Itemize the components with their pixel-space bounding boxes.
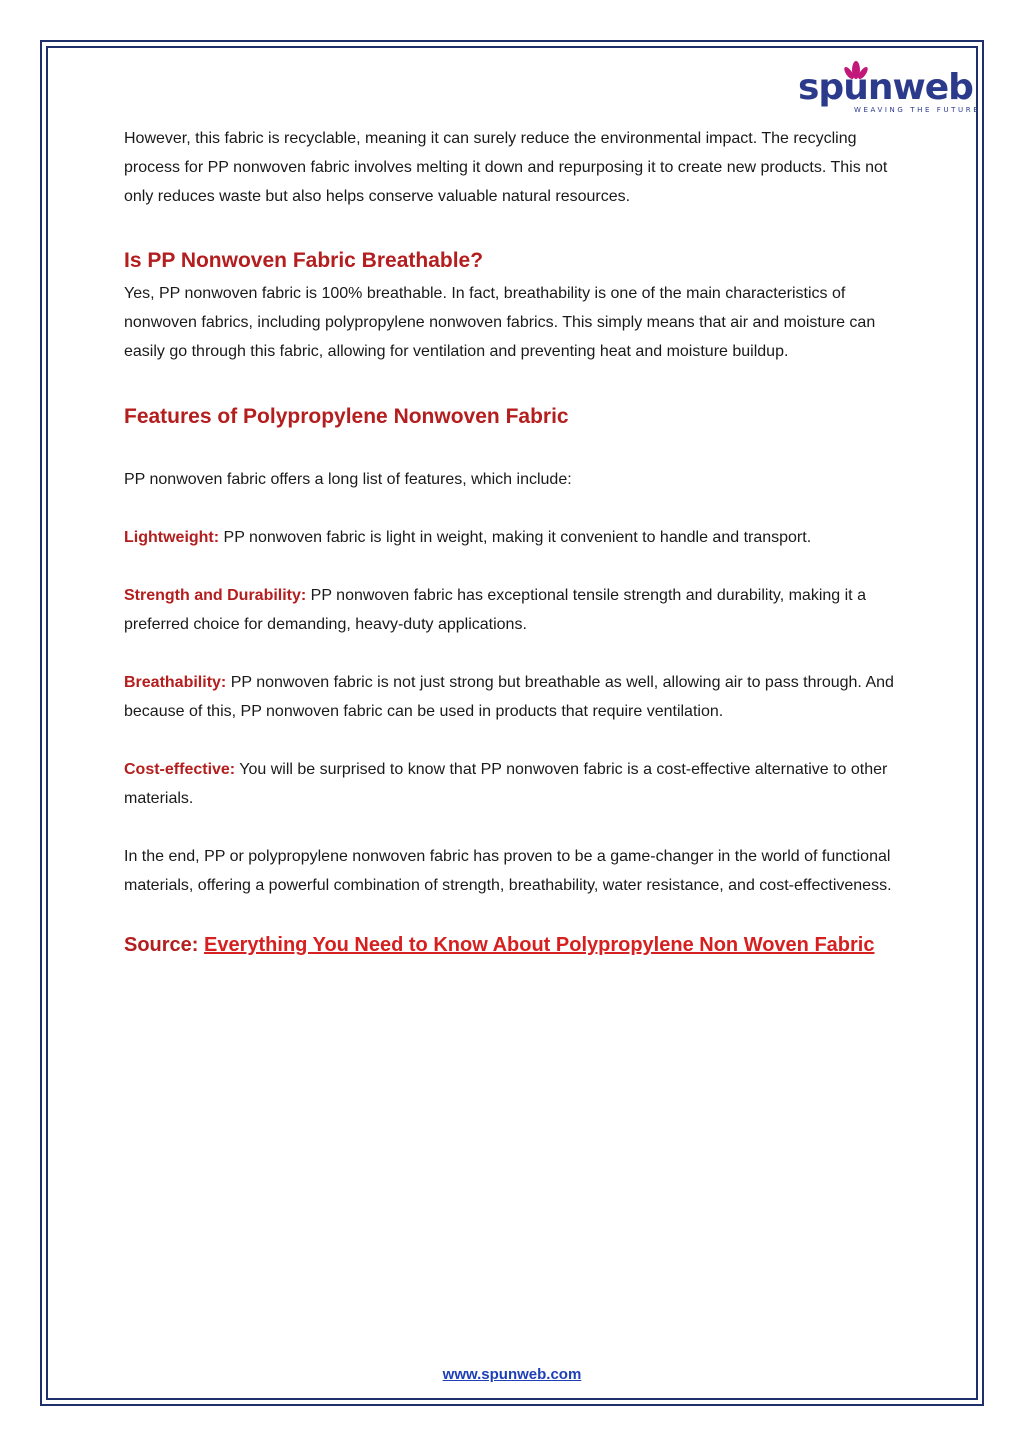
feature-item-cost-effective [124,755,914,813]
source-link[interactable]: Everything You Need to Know About Polypropylene Non Woven Fabric [204,934,875,956]
intro-paragraph: However, this fabric is recyclable, meaning it can surely reduce the environmental impact. The recycling process for PP nonwoven fabric involves melting it down and repurposing it to create new products. This not only reduces waste but also helps conserve valuable natural resources. [124,130,888,205]
feature-item-strength [124,581,914,639]
features-heading: Features of Polypropylene Nonwoven Fabric [124,405,569,428]
source-line [124,929,914,962]
spunweb-logo [798,60,981,120]
logo-wordmark: spunweb [798,67,973,108]
breathable-heading: Is PP Nonwoven Fabric Breathable? [124,249,484,272]
breathable-paragraph: Yes, PP nonwoven fabric is 100% breathable. In fact, breathability is one of the main characteristics of nonwoven fabrics, including polypropylene nonwoven fabrics. This simply means that air and moisture can easily go through this fabric, allowing for ventilation and preventing heat and moisture buildup. [124,285,876,360]
feature-text: You will be surprised to know that PP nonwoven fabric is a cost-effective alternative to other materials. [124,761,888,807]
feature-item-breathability [124,668,914,726]
feature-text: PP nonwoven fabric has exceptional tensile strength and durability, making it a preferred choice for demanding, heavy-duty applications. [124,587,866,633]
feature-item-lightweight [124,523,914,552]
footer-website-link[interactable]: www.spunweb.com [442,1366,582,1383]
features-intro: PP nonwoven fabric offers a long list of features, which include: [124,471,572,488]
feature-label: Breathability: [124,674,227,691]
feature-text: PP nonwoven fabric is not just strong but breathable as well, allowing air to pass through. And because of this, PP nonwoven fabric can be used in products that require ventilation. [124,674,894,720]
conclusion-paragraph: In the end, PP or polypropylene nonwoven fabric has proven to be a game-changer in the world of functional materials, offering a powerful combination of strength, breathability, water resistance, and cost-effectiveness. [124,848,892,894]
logo-tagline: WEAVING THE FUTURE [854,106,981,114]
feature-label: Lightweight: [124,529,220,546]
feature-label: Strength and Durability: [124,587,307,604]
feature-text: PP nonwoven fabric is light in weight, making it convenient to handle and transport. [219,529,812,546]
source-label: Source: [124,934,205,956]
feature-label: Cost-effective: [124,761,236,778]
document-body [124,124,914,962]
